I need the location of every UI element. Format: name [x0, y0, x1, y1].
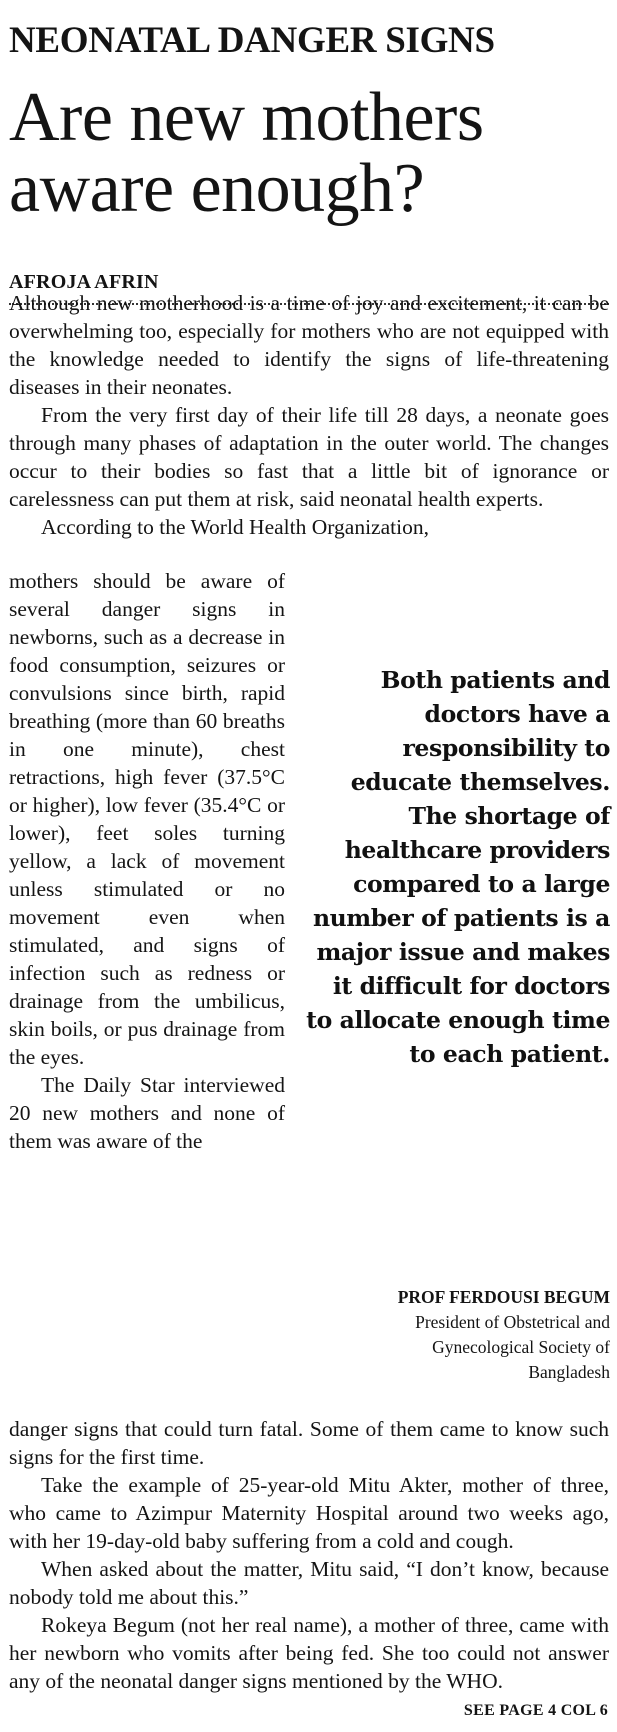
section-kicker: NEONATAL DANGER SIGNS [9, 20, 495, 61]
attribution-title-line-3: Bangladesh [528, 1362, 610, 1382]
paragraph-5: Take the example of 25-year-old Mitu Akter, mother of three, who came to Azimpur Maternity Hospital around two weeks ago, with her 19-day-old baby suffering from a cold and cough. [9, 1473, 609, 1553]
pull-quote: Both patients and doctors have a responsibility to educate themselves. The shortage of healthcare providers compared to a large number of patients is a major issue and makes it difficult for doctors to allocate enough time to each patient. [306, 666, 610, 1068]
paragraph-7: Rokeya Begum (not her real name), a mother of three, came with her newborn who vomits after being fed. She too could not answer any of the neonatal danger signs mentioned by the WHO. [9, 1613, 609, 1693]
headline-line-2: aware enough? [9, 150, 425, 227]
headline-line-1: Are new mothers [9, 79, 484, 156]
attribution-title-line-2: Gynecological Society of [432, 1337, 610, 1357]
quote-attribution-name: PROF FERDOUSI BEGUM [397, 1287, 610, 1307]
paragraph-3-cont: mothers should be aware of several danger signs in newborns, such as a decrease in food consumption, seizures or convulsions since birth, rapid breathing (more than 60 breaths in one minute), chest retractions, high fever (37.5°C or higher), low fever (35.4°C or lower), feet soles turning yellow, a lack of movement unless stimulated or no movement even when stimulated, and signs of infection such as redness or drainage from the umbilicus, skin boils, or pus drainage from the eyes. [9, 569, 285, 1069]
paragraph-1: Although new motherhood is a time of joy and excitement, it can be overwhelming too, especially for mothers who are not equipped with the knowledge needed to identify the signs of life-threatening diseases in their neonates. [9, 291, 609, 399]
article-continuation [9, 1415, 609, 1695]
paragraph-3-lead: According to the World Health Organization, [41, 515, 429, 539]
quote-attribution-title [306, 1310, 610, 1385]
byline: AFROJA AFRIN [9, 271, 159, 293]
headline [9, 79, 609, 227]
article-left-column [9, 567, 285, 1155]
paragraph-6: When asked about the matter, Mitu said, “I don’t know, because nobody told me about this.” [9, 1557, 609, 1609]
paragraph-4-end: danger signs that could turn fatal. Some of them came to know such signs for the first time. [9, 1417, 609, 1469]
paragraph-2: From the very first day of their life till 28 days, a neonate goes through many phases of adaptation in the outer world. The changes occur to their bodies so fast that a little bit of ignorance or carelessness can put them at risk, said neonatal health experts. [9, 403, 609, 511]
article-intro [9, 289, 609, 541]
paragraph-4-start: The Daily Star interviewed 20 new mothers and none of them was aware of the [9, 1073, 285, 1153]
attribution-title-line-1: President of Obstetrical and [415, 1312, 610, 1332]
continuation-jump: SEE PAGE 4 COL 6 [463, 1702, 608, 1719]
